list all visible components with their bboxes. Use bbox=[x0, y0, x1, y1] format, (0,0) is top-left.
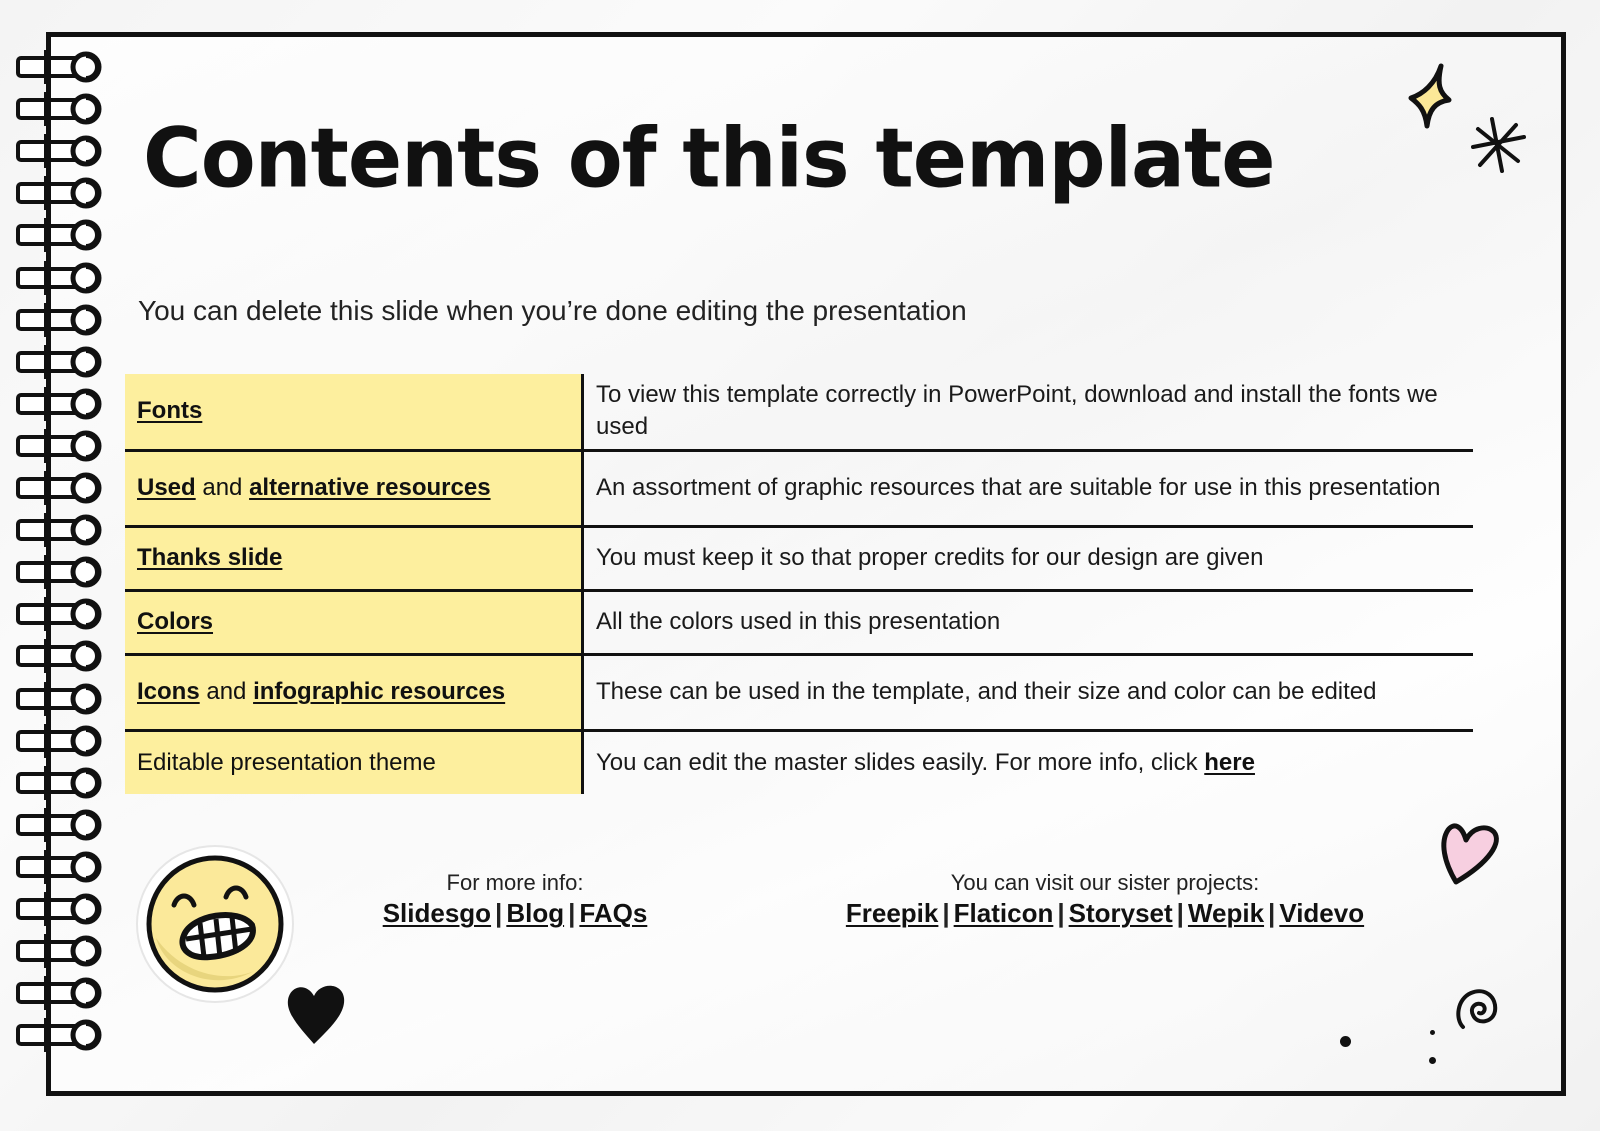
spiral-ring-icon bbox=[14, 261, 104, 295]
spiral-ring-icon bbox=[14, 176, 104, 210]
topic-link[interactable]: alternative resources bbox=[249, 474, 491, 501]
spiral-ring-icon bbox=[14, 429, 104, 463]
spiral-ring-icon bbox=[14, 597, 104, 631]
row-description bbox=[583, 526, 1474, 590]
description-text: You must keep it so that proper credits for our design are given bbox=[596, 544, 1264, 571]
link-separator: | bbox=[1268, 898, 1276, 928]
page-title: Contents of this template bbox=[143, 111, 1275, 206]
row-topic bbox=[125, 730, 583, 794]
spiral-ring-icon bbox=[14, 513, 104, 547]
spiral-ring-icon bbox=[14, 50, 104, 84]
spiral-ring-icon bbox=[14, 134, 104, 168]
more-info-links bbox=[370, 898, 660, 929]
more-info-block bbox=[370, 870, 660, 929]
topic-link[interactable]: Used bbox=[137, 474, 196, 501]
link-flaticon[interactable]: Flaticon bbox=[953, 898, 1054, 928]
row-description bbox=[583, 590, 1474, 654]
link-separator: | bbox=[1057, 898, 1065, 928]
spiral-ring-icon bbox=[14, 766, 104, 800]
description-text: You can edit the master slides easily. For more info, click bbox=[596, 748, 1205, 776]
topic-text: and bbox=[199, 678, 254, 705]
link-storyset[interactable]: Storyset bbox=[1068, 898, 1173, 928]
black-heart-icon bbox=[284, 980, 350, 1046]
spiral-ring-icon bbox=[14, 218, 104, 252]
row-topic bbox=[125, 526, 583, 590]
description-text: An assortment of graphic resources that are suitable for use in this presentation bbox=[596, 474, 1441, 501]
table-row bbox=[125, 374, 1473, 450]
topic-link[interactable]: Fonts bbox=[137, 397, 203, 425]
spiral-ring-icon bbox=[14, 724, 104, 758]
spiral-ring-icon bbox=[14, 808, 104, 842]
spiral-ring-icon bbox=[14, 345, 104, 379]
spiral-ring-icon bbox=[14, 471, 104, 505]
link-wepik[interactable]: Wepik bbox=[1187, 898, 1265, 928]
dot-decoration bbox=[1430, 1030, 1435, 1035]
table-row bbox=[125, 654, 1473, 730]
dot-decoration bbox=[1429, 1057, 1436, 1064]
topic-link[interactable]: Icons bbox=[137, 678, 200, 705]
row-topic bbox=[125, 450, 583, 526]
link-separator: | bbox=[495, 898, 503, 928]
link-faqs[interactable]: FAQs bbox=[579, 898, 648, 928]
spiral-ring-icon bbox=[14, 892, 104, 926]
spiral-ring-icon bbox=[14, 850, 104, 884]
link-videvo[interactable]: Videvo bbox=[1279, 898, 1365, 928]
sister-projects-block bbox=[820, 870, 1390, 929]
spiral-ring-icon bbox=[14, 92, 104, 126]
table-row bbox=[125, 526, 1473, 590]
grinning-face-sticker-icon bbox=[134, 843, 296, 1005]
link-freepik[interactable]: Freepik bbox=[845, 898, 939, 928]
dot-decoration bbox=[1340, 1036, 1351, 1047]
spiral-ring-icon bbox=[14, 682, 104, 716]
table-row bbox=[125, 450, 1473, 526]
spiral-ring-icon bbox=[14, 387, 104, 421]
spiral-ring-icon bbox=[14, 303, 104, 337]
table-row bbox=[125, 590, 1473, 654]
link-separator: | bbox=[568, 898, 576, 928]
description-text: All the colors used in this presentation bbox=[596, 608, 1001, 635]
row-description bbox=[583, 450, 1474, 526]
spiral-binding-icon bbox=[14, 50, 104, 1060]
description-text: To view this template correctly in PowerPoint, download and install the fonts we used bbox=[596, 381, 1438, 441]
row-topic bbox=[125, 654, 583, 730]
table-row bbox=[125, 730, 1473, 794]
topic-link[interactable]: Colors bbox=[137, 608, 214, 635]
more-info-label: For more info: bbox=[446, 870, 584, 895]
link-slidesgo[interactable]: Slidesgo bbox=[382, 898, 492, 928]
link-blog[interactable]: Blog bbox=[506, 898, 565, 928]
sister-projects-links bbox=[820, 898, 1390, 929]
here-link[interactable]: here bbox=[1204, 748, 1255, 776]
sparkle-icon bbox=[1405, 62, 1455, 132]
spiral-ring-icon bbox=[14, 934, 104, 968]
description-text: These can be used in the template, and their size and color can be edited bbox=[596, 678, 1377, 705]
row-description bbox=[583, 374, 1474, 450]
link-separator: | bbox=[942, 898, 950, 928]
spiral-ring-icon bbox=[14, 976, 104, 1010]
topic-link[interactable]: Thanks slide bbox=[137, 544, 283, 571]
sister-projects-label: You can visit our sister projects: bbox=[950, 870, 1260, 895]
row-topic bbox=[125, 374, 583, 450]
row-description bbox=[583, 730, 1474, 794]
swirl-icon bbox=[1455, 985, 1501, 1035]
topic-text: and bbox=[195, 474, 250, 501]
row-description bbox=[583, 654, 1474, 730]
pink-heart-icon bbox=[1438, 818, 1502, 888]
contents-table bbox=[125, 374, 1473, 794]
link-separator: | bbox=[1176, 898, 1184, 928]
asterisk-icon bbox=[1470, 115, 1528, 175]
subtitle: You can delete this slide when you’re done editing the presentation bbox=[138, 295, 967, 326]
topic-text: Editable presentation theme bbox=[137, 748, 436, 776]
topic-link[interactable]: infographic resources bbox=[253, 678, 506, 705]
spiral-ring-icon bbox=[14, 555, 104, 589]
spiral-ring-icon bbox=[14, 639, 104, 673]
spiral-ring-icon bbox=[14, 1018, 104, 1052]
row-topic bbox=[125, 590, 583, 654]
